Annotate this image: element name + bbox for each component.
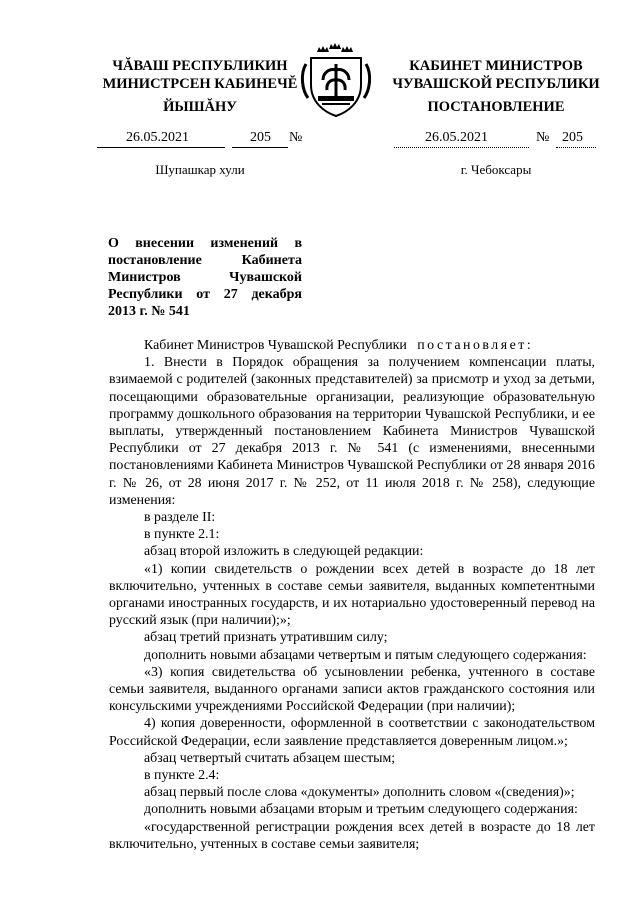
right-date: 26.05.2021 <box>425 130 488 145</box>
header-left-doc-type: ЙЫШĂНУ <box>163 99 237 115</box>
body-paragraph: 1. Внести в Порядок обращения за получением компенсации платы, взимаемой с родителей (законных представителей) за присмотр и уход за детьми, посещающими образовательные организации, реализующие образовательную программу дошкольного образования на территории Чувашской Республики, и ее выплаты, утвержденный постановлением Кабинета Министров Чувашской Республики от 27 декабря 2013 г. № 541 (с изменениями, внесенными постановлениями Кабинета Министров Чувашской Республики от 28 января 2016 г. № 26, от 28 июня 2017 г. № 252, от 11 июля 2018 г. № 258), следующие изменения: <box>109 355 595 508</box>
body-paragraph: «государственной регистрации рождения всех детей в возрасте до 18 лет включительно, учтенных в составе семьи заявителя; <box>109 819 595 852</box>
header-left-line2: МИНИСТРСЕН КАБИНЕЧĔ <box>102 76 298 92</box>
coat-of-arms-icon <box>296 40 376 120</box>
right-date-underline <box>394 147 529 148</box>
body-paragraph: в пункте 2.4: <box>144 768 220 784</box>
header-right-line1: КАБИНЕТ МИНИСТРОВ <box>409 58 583 74</box>
document-subject: О внесении изменений в постановление Кабинета Министров Чувашской Республики от 27 декабря 2013 г. № 541 <box>108 236 302 319</box>
intro-verb: постановляет: <box>417 338 534 353</box>
body-paragraph: 4) копия доверенности, оформленной в соответствии с законодательством Российской Федерации, если заявление представляется доверенным лицом.»; <box>109 716 595 749</box>
left-number: 205 <box>250 130 271 145</box>
body-paragraph: абзац второй изложить в следующей редакции: <box>144 544 424 560</box>
header-left-line1: ЧĂВАШ РЕСПУБЛИКИН <box>112 58 288 74</box>
body-paragraph: в разделе II: <box>144 510 216 526</box>
left-date: 26.05.2021 <box>126 130 189 145</box>
body-paragraph: дополнить новыми абзацами четвертым и пятым следующего содержания: <box>144 647 587 663</box>
right-number-sign: № <box>536 130 550 145</box>
left-number-underline <box>232 147 288 148</box>
body-paragraph: дополнить новыми абзацами вторым и третьим следующего содержания: <box>144 802 578 818</box>
body-paragraph: в пункте 2.1: <box>144 527 220 543</box>
left-number-sign: № <box>289 130 303 145</box>
header-right-org <box>380 57 612 93</box>
body-paragraph: абзац третий признать утратившим силу; <box>144 630 388 646</box>
intro-paragraph <box>109 337 595 354</box>
header-right-line2: ЧУВАШСКОЙ РЕСПУБЛИКИ <box>392 76 600 92</box>
right-number: 205 <box>562 130 583 145</box>
right-number-underline <box>556 147 596 148</box>
header-right-doc-type: ПОСТАНОВЛЕНИЕ <box>427 99 565 115</box>
body-paragraph: «3) копия свидетельства об усыновлении ребенка, учтенного в составе семьи заявителя, выданного органами записи актов гражданского состояния или консульскими учреждениями Российской Федерации (при наличии); <box>109 664 595 715</box>
body-paragraph: абзац первый после слова «документы» дополнить словом «(сведения)»; <box>144 785 575 801</box>
header-left-org <box>95 57 305 93</box>
place-left: Шупашкар хули <box>155 162 245 177</box>
document-body <box>109 337 595 853</box>
left-date-underline <box>97 147 225 148</box>
place-right: г. Чебоксары <box>460 162 532 177</box>
body-paragraph: «1) копии свидетельств о рождении всех детей в возрасте до 18 лет включительно, учтенных в составе семьи заявителя, выданных компетентными органами иностранных государств, и их нотариально удостоверенный перевод на русский язык (при наличии);»; <box>109 561 595 629</box>
coat-of-arms-emblem <box>296 40 376 120</box>
body-paragraph: абзац четвертый считать абзацем шестым; <box>144 750 396 766</box>
intro-prefix: Кабинет Министров Чувашской Республики <box>144 338 407 353</box>
